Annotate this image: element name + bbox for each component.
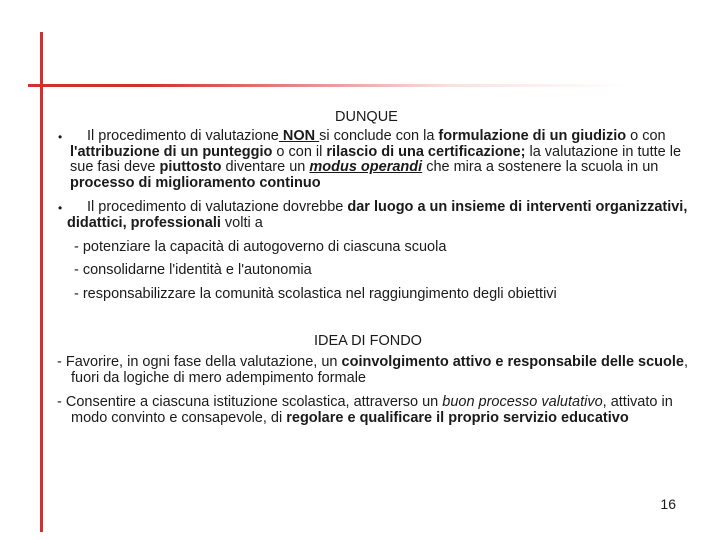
list-item: - potenziare la capacità di autogoverno di ciascuna scuola xyxy=(74,239,447,255)
bullet-marker: • xyxy=(58,201,63,215)
left-rule xyxy=(40,32,43,532)
heading-dunque: DUNQUE xyxy=(335,109,398,125)
heading-idea-di-fondo: IDEA DI FONDO xyxy=(314,333,422,349)
top-rule xyxy=(28,84,628,87)
bullet-paragraph-2: Il procedimento di valutazione dovrebbe dar luogo a un insieme di interventi organizzativi, didattici, professionali volti a xyxy=(67,199,688,231)
bullet-paragraph-1: Il procedimento di valutazione NON si conclude con la formulazione di un giudizio o con l'attribuzione di un punteggio o con il rilascio di una certificazione; la valutazione in tutte le sue fasi deve piuttosto diventare un modus operandi che mira a sostenere la scuola in un processo di miglioramento continuo xyxy=(70,128,682,191)
paragraph-consentire: - Consentire a ciascuna istituzione scolastica, attraverso un buon processo valutativo, attivato in modo convinto e consapevole, di regolare e qualificare il proprio servizio educativo xyxy=(57,394,673,426)
paragraph-favorire: - Favorire, in ogni fase della valutazione, un coinvolgimento attivo e responsabile delle scuole, fuori da logiche di mero adempimento formale xyxy=(57,354,689,386)
page-number: 16 xyxy=(660,496,676,512)
list-item: - consolidarne l'identità e l'autonomia xyxy=(74,262,312,278)
list-item: - responsabilizzare la comunità scolastica nel raggiungimento degli obiettivi xyxy=(74,286,557,302)
bullet-marker: • xyxy=(58,130,63,144)
